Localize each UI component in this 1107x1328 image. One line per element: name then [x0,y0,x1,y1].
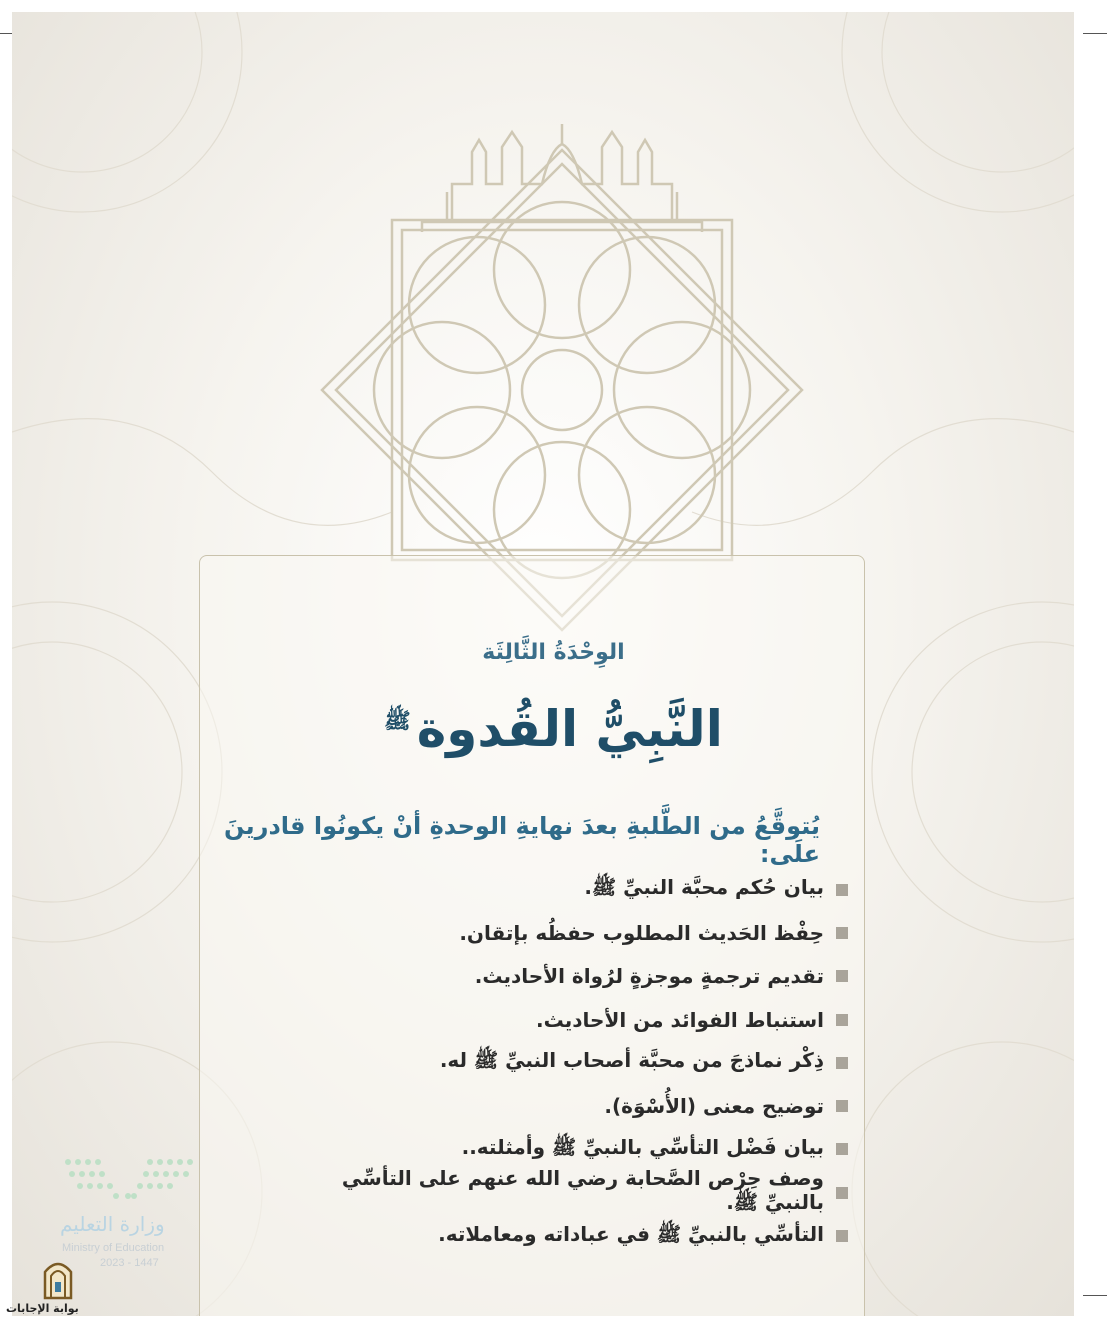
square-bullet-icon [836,884,848,896]
objective-text: تقديم ترجمةٍ موجزةٍ لرُواة الأحاديث. [474,964,824,989]
square-bullet-icon [836,970,848,982]
list-item [300,1128,848,1171]
list-item [300,1214,848,1257]
square-bullet-icon [836,1230,848,1242]
list-item [300,868,848,911]
objective-text: بيان فَضْل التأسِّي بالنبيِّ ﷺ وأمثلته.. [461,1134,824,1159]
square-bullet-icon [836,1014,848,1026]
list-item [300,911,848,954]
unit-label: الوِحْدَةُ الثَّالِثَة [482,640,625,665]
square-bullet-icon [836,1143,848,1155]
unit-title-text: النَّبِيُّ القُدوة [416,700,723,758]
ministry-name-en: Ministry of Education [62,1242,165,1254]
square-bullet-icon [836,927,848,939]
crop-mark [1083,33,1107,34]
objectives-list [300,868,848,1258]
ministry-name-ar: وزارة التعليم [60,1212,165,1236]
list-item [300,1084,848,1127]
list-item [300,1041,848,1084]
square-bullet-icon [836,1100,848,1112]
objective-text: ذِكْر نماذجَ من محبَّة أصحاب النبيِّ ﷺ له. [439,1048,824,1073]
objective-text: وصف حِرْص الصَّحابة رضي الله عنهم على التأسِّي بالنبيِّ ﷺ. [341,1166,824,1215]
list-item [300,998,848,1041]
objective-text: استنباط الفوائد من الأحاديث. [536,1007,824,1032]
objective-text: توضيح معنى (الأُسْوَة). [604,1094,824,1119]
unit-title [0,700,1107,758]
objective-text: التأسِّي بالنبيِّ ﷺ في عباداته ومعاملاته. [438,1221,824,1246]
objective-text: بيان حُكم محبَّة النبيِّ ﷺ. [584,875,824,900]
list-item [300,1166,848,1215]
answers-gate-logo-icon [42,1256,74,1300]
square-bullet-icon [836,1057,848,1069]
answers-gate-label: بوابة الإجابات [6,1302,79,1315]
ministry-year: 2023 - 1447 [100,1257,159,1269]
crop-mark [1083,1295,1107,1296]
list-item [300,955,848,998]
objective-text: حِفْظ الحَديث المطلوب حفظُه بإتقان. [459,920,824,945]
honorific-calligraphy: ﷺ [384,709,411,735]
square-bullet-icon [836,1187,848,1199]
objectives-intro: يُتوقَّعُ من الطَّلبةِ بعدَ نهايةِ الوحدةِ أنْ يكونُوا قادرينَ علَى: [224,812,820,868]
